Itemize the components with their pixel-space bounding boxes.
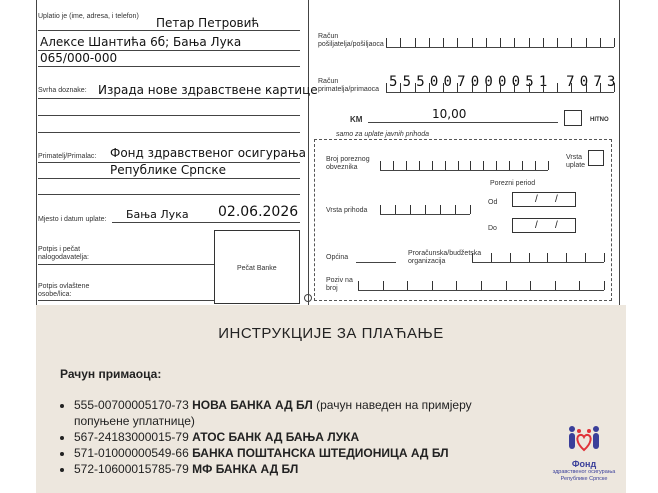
cell-tick <box>443 83 444 92</box>
payer-address: Алексе Шантића 6б; Бања Лука <box>40 35 242 49</box>
currency-label: KM <box>350 115 363 124</box>
account-number: 555-00700005170-73 <box>74 398 189 412</box>
cell-tick <box>481 281 482 290</box>
cell-tick <box>358 281 359 290</box>
cell-tick <box>486 38 487 47</box>
cell-tick <box>529 38 530 47</box>
cell-tick <box>432 161 433 170</box>
cell-tick <box>614 83 615 92</box>
cell-tick <box>600 83 601 92</box>
account-note: (рачун наведен на примјеру попуњене уплатнице) <box>74 398 472 428</box>
signature-rule-1 <box>38 264 214 265</box>
cell-tick <box>543 83 544 92</box>
from-label: Od <box>488 199 498 206</box>
recipient-line-1: Фонд здравственог осигурања <box>110 146 306 160</box>
family-hearts-icon <box>564 424 604 454</box>
cell-tick <box>614 38 615 47</box>
cell-tick <box>586 38 587 47</box>
cell-tick <box>470 161 471 170</box>
cell-tick <box>410 205 411 214</box>
cell-tick <box>522 161 523 170</box>
payer-line-3 <box>38 66 300 67</box>
cell-tick <box>393 161 394 170</box>
recipient-rule-2 <box>38 178 300 179</box>
municipality-label: Općina <box>326 254 349 261</box>
instructions-title: ИНСТРУКЦИЈЕ ЗА ПЛАЋАЊЕ <box>218 325 444 342</box>
cell-tick <box>500 83 501 92</box>
purpose-text: Израда нове здравствене картице <box>98 83 318 97</box>
cell-tick <box>456 281 457 290</box>
tax-number-label: Broj poreznog obveznika <box>326 156 370 171</box>
cell-tick <box>600 38 601 47</box>
cell-tick <box>571 83 572 92</box>
cell-tick <box>386 38 387 47</box>
cell-tick <box>440 205 441 214</box>
recipient-label: Primatelj/Primalac: <box>38 153 97 160</box>
to-label: Do <box>488 225 497 232</box>
cell-tick <box>470 205 471 214</box>
cell-tick <box>557 38 558 47</box>
cell-tick <box>604 253 605 262</box>
purpose-line-3 <box>38 132 300 133</box>
revenue-type-ticks <box>380 205 470 215</box>
cell-tick <box>514 83 515 92</box>
bank-name: НОВА БАНКА АД БЛ <box>192 398 313 412</box>
cell-tick <box>500 38 501 47</box>
cell-tick <box>445 161 446 170</box>
cell-tick <box>457 83 458 92</box>
payer-account-label: Račun pošiljatelja/pošiljaoca <box>318 33 384 48</box>
purpose-line-1 <box>38 98 300 99</box>
slip-right-edge <box>619 0 620 305</box>
payer-name: Петар Петровић <box>156 16 260 30</box>
cell-tick <box>509 161 510 170</box>
cell-tick <box>566 253 567 262</box>
recipient-rule-3 <box>38 194 300 195</box>
cell-tick <box>483 161 484 170</box>
period-from-box: / / <box>512 192 576 207</box>
bank-name: БАНКА ПОШТАНСКА ШТЕДИОНИЦА АД БЛ <box>192 446 449 460</box>
cell-tick <box>585 253 586 262</box>
place-date-label: Mjesto i datum uplate: <box>38 216 107 223</box>
tax-period-label: Porezni period <box>490 180 536 187</box>
date-text: 02.06.2026 <box>218 204 299 220</box>
cell-tick <box>472 253 473 262</box>
cell-tick <box>380 161 381 170</box>
tax-number-ticks <box>380 161 548 171</box>
payer-account-ticks <box>386 38 614 48</box>
list-item <box>74 397 514 429</box>
cell-tick <box>380 205 381 214</box>
accounts-list <box>60 397 514 477</box>
budget-org-ticks <box>472 253 604 263</box>
cell-tick <box>395 205 396 214</box>
logo-line-1: здравственог осигурања <box>552 469 616 475</box>
signature-stamp-label: Potpis i pečat nalogodavatelja: <box>38 246 89 261</box>
bank-stamp-label: Pečat Banke <box>237 265 277 272</box>
cell-tick <box>429 83 430 92</box>
scissor-mark <box>304 294 312 302</box>
cell-tick <box>406 161 407 170</box>
cell-tick <box>400 38 401 47</box>
municipality-rule <box>356 262 396 263</box>
list-item <box>74 429 514 445</box>
cell-tick <box>543 38 544 47</box>
cell-tick <box>472 83 473 92</box>
cell-tick <box>510 253 511 262</box>
payment-type-label: Vrsta uplate <box>566 154 586 169</box>
reference-label: Poziv na broj <box>326 277 353 292</box>
payer-line-1 <box>38 30 300 31</box>
cell-tick <box>425 205 426 214</box>
bank-name: МФ БАНКА АД БЛ <box>192 462 299 476</box>
amount-text: 10,00 <box>432 107 467 121</box>
list-item <box>74 461 514 477</box>
recipient-account-label: Račun primatelja/primaoca <box>318 78 380 93</box>
slip-left-edge <box>36 0 37 305</box>
period-to-box: / / <box>512 218 576 233</box>
logo-line-2: Републике Српске <box>560 476 608 482</box>
cell-tick <box>571 38 572 47</box>
cell-tick <box>443 38 444 47</box>
place-date-rule <box>112 222 300 223</box>
account-number: 571-01000000549-66 <box>74 446 189 460</box>
cell-tick <box>457 38 458 47</box>
amount-rule <box>368 122 558 123</box>
cell-tick <box>386 83 387 92</box>
payer-label: Uplatio je (ime, adresa, i telefon) <box>38 13 139 20</box>
recipient-account-ticks <box>386 83 614 93</box>
account-number: 572-10600015785-79 <box>74 462 189 476</box>
cell-tick <box>415 83 416 92</box>
place-text: Бања Лука <box>126 208 189 221</box>
budget-org-label: Proračunska/budžetska organizacija <box>408 250 482 265</box>
bank-stamp-box <box>214 230 300 304</box>
fund-logo <box>548 424 620 490</box>
cell-tick <box>496 161 497 170</box>
cell-tick <box>530 281 531 290</box>
cell-tick <box>429 38 430 47</box>
payment-type-box <box>588 150 604 166</box>
purpose-label: Svrha doznake: <box>38 87 87 94</box>
cell-tick <box>472 38 473 47</box>
purpose-line-2 <box>38 115 300 116</box>
cell-tick <box>491 253 492 262</box>
account-number: 567-24183000015-79 <box>74 430 189 444</box>
cell-tick <box>407 281 408 290</box>
cell-tick <box>579 281 580 290</box>
list-item <box>74 445 514 461</box>
cell-tick <box>432 281 433 290</box>
revenue-type-label: Vrsta prihoda <box>326 207 368 214</box>
cell-tick <box>415 38 416 47</box>
urgent-label: HITNO <box>590 117 609 123</box>
public-revenue-label: samo za uplate javnih prihoda <box>336 131 430 138</box>
urgent-checkbox <box>564 110 582 126</box>
logo-name: Фонд <box>571 459 597 469</box>
reference-ticks <box>358 281 604 291</box>
cell-tick <box>535 161 536 170</box>
cell-tick <box>506 281 507 290</box>
cell-tick <box>529 83 530 92</box>
cell-tick <box>557 83 558 92</box>
cell-tick <box>604 281 605 290</box>
cell-tick <box>455 205 456 214</box>
instructions-panel <box>36 305 626 493</box>
cell-tick <box>458 161 459 170</box>
recipient-line-2: Републике Српске <box>110 163 226 177</box>
recipient-account-digits: 555007000051 7073 <box>389 74 621 90</box>
cell-tick <box>529 253 530 262</box>
signature-authorized-label: Potpis ovlaštene osobe/lica: <box>38 283 90 298</box>
signature-rule-2 <box>38 300 214 301</box>
cell-tick <box>400 83 401 92</box>
cell-tick <box>514 38 515 47</box>
cell-tick <box>419 161 420 170</box>
payer-phone: 065/000-000 <box>40 51 118 65</box>
cell-tick <box>383 281 384 290</box>
cell-tick <box>486 83 487 92</box>
cell-tick <box>555 281 556 290</box>
bank-name: АТОС БАНК АД БАЊА ЛУКА <box>192 430 360 444</box>
cell-tick <box>547 253 548 262</box>
cell-tick <box>586 83 587 92</box>
slip-divider <box>308 0 309 305</box>
cell-tick <box>548 161 549 170</box>
recipient-accounts-heading: Рачун примаоца: <box>60 367 162 381</box>
